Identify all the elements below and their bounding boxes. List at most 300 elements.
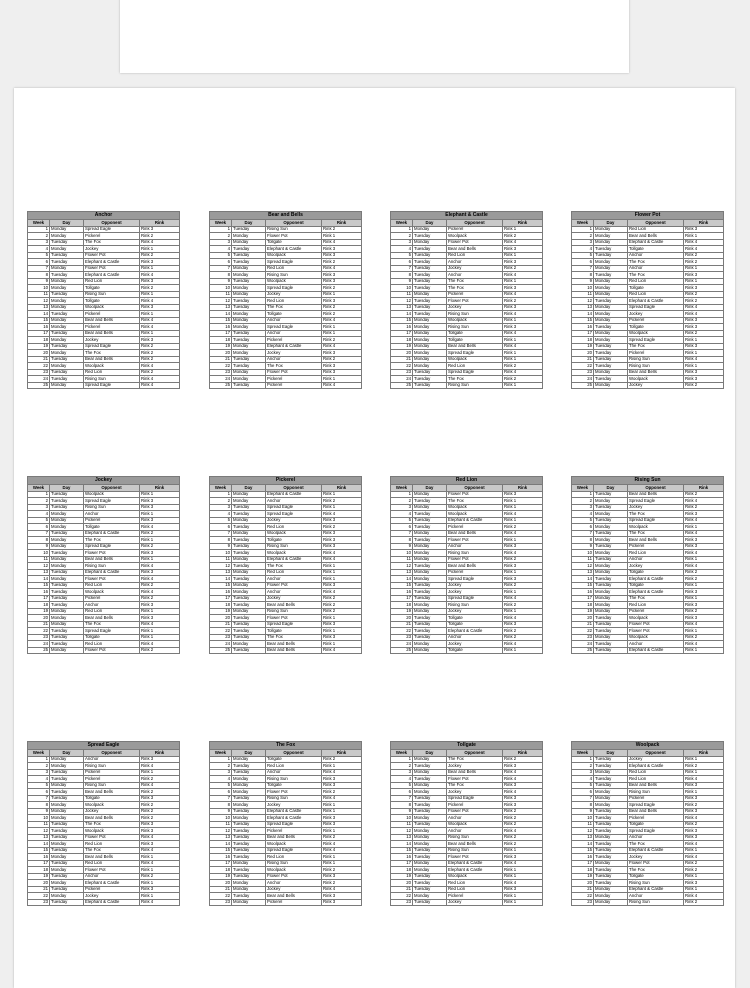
opponent-cell: Bear and Bells: [628, 369, 684, 376]
rink-cell: Rink 1: [322, 860, 362, 867]
day-cell: Tuesday: [413, 776, 447, 783]
opponent-cell: The Fox: [84, 537, 140, 544]
day-cell: Monday: [50, 298, 84, 305]
column-header-week: Week: [28, 220, 50, 227]
week-cell: 17: [210, 595, 232, 602]
rink-cell: Rink 2: [322, 356, 362, 363]
rink-cell: Rink 3: [322, 537, 362, 544]
rink-cell: Rink 2: [503, 841, 543, 848]
week-cell: 7: [391, 795, 413, 802]
rink-cell: Rink 1: [322, 324, 362, 331]
week-cell: 7: [28, 530, 50, 537]
rink-cell: Rink 2: [684, 867, 724, 874]
rink-cell: Rink 4: [140, 576, 180, 583]
opponent-cell: Red Lion: [266, 763, 322, 770]
week-cell: 16: [572, 324, 594, 331]
day-cell: Tuesday: [413, 278, 447, 285]
day-cell: Tuesday: [413, 615, 447, 622]
week-cell: 11: [391, 556, 413, 563]
rink-cell: Rink 2: [322, 337, 362, 344]
opponent-cell: Rising Sun: [84, 763, 140, 770]
week-cell: 9: [572, 278, 594, 285]
day-cell: Tuesday: [594, 272, 628, 279]
rink-cell: Rink 3: [684, 376, 724, 383]
column-header-rink: Rink: [684, 485, 724, 492]
rink-cell: Rink 3: [684, 511, 724, 518]
rink-cell: Rink 3: [322, 582, 362, 589]
week-cell: 8: [572, 802, 594, 809]
day-cell: Monday: [594, 278, 628, 285]
rink-cell: Rink 2: [322, 602, 362, 609]
week-cell: 21: [28, 886, 50, 893]
opponent-cell: The Fox: [447, 278, 503, 285]
week-cell: 24: [210, 641, 232, 648]
week-cell: 10: [210, 815, 232, 822]
week-cell: 11: [28, 821, 50, 828]
day-cell: Tuesday: [413, 304, 447, 311]
rink-cell: Rink 4: [140, 782, 180, 789]
opponent-cell: Pickerel: [628, 317, 684, 324]
opponent-cell: Woolpack: [84, 802, 140, 809]
rink-cell: Rink 1: [684, 886, 724, 893]
week-cell: 12: [391, 563, 413, 570]
rink-cell: Rink 3: [322, 278, 362, 285]
opponent-cell: The Fox: [628, 841, 684, 848]
team-schedule-table: [390, 476, 543, 654]
day-cell: Monday: [594, 239, 628, 246]
rink-cell: Rink 1: [503, 608, 543, 615]
column-header-rink: Rink: [322, 220, 362, 227]
day-cell: Monday: [50, 893, 84, 900]
opponent-cell: Elephant & Castle: [447, 860, 503, 867]
day-cell: Monday: [232, 239, 266, 246]
day-cell: Tuesday: [232, 226, 266, 233]
rink-cell: Rink 2: [140, 252, 180, 259]
week-cell: 25: [210, 647, 232, 654]
day-cell: Monday: [232, 530, 266, 537]
week-cell: 16: [210, 324, 232, 331]
team-schedule-table: [27, 476, 180, 654]
week-cell: 15: [210, 582, 232, 589]
week-cell: 19: [28, 343, 50, 350]
opponent-cell: Pickerel: [447, 893, 503, 900]
opponent-cell: Spread Eagle: [84, 498, 140, 505]
opponent-cell: Rising Sun: [628, 899, 684, 906]
opponent-cell: Tollgate: [266, 628, 322, 635]
week-cell: 13: [28, 569, 50, 576]
opponent-cell: Jockey: [266, 291, 322, 298]
week-cell: 11: [391, 821, 413, 828]
rink-cell: Rink 4: [140, 641, 180, 648]
week-cell: 3: [572, 239, 594, 246]
day-cell: Monday: [50, 802, 84, 809]
week-cell: 1: [28, 756, 50, 763]
week-cell: 8: [391, 537, 413, 544]
rink-cell: Rink 2: [322, 834, 362, 841]
rink-cell: Rink 1: [140, 311, 180, 318]
week-cell: 4: [210, 246, 232, 253]
week-cell: 12: [572, 298, 594, 305]
week-cell: 21: [28, 621, 50, 628]
rink-cell: Rink 4: [140, 382, 180, 389]
team-schedule-table: [571, 741, 724, 906]
week-cell: 8: [210, 802, 232, 809]
week-cell: 14: [572, 576, 594, 583]
day-cell: Monday: [50, 350, 84, 357]
week-cell: 13: [391, 569, 413, 576]
opponent-cell: Flower Pot: [266, 582, 322, 589]
opponent-cell: Elephant & Castle: [628, 298, 684, 305]
rink-cell: Rink 2: [322, 756, 362, 763]
opponent-cell: The Fox: [447, 285, 503, 292]
opponent-cell: Bear and Bells: [84, 356, 140, 363]
rink-cell: Rink 4: [684, 841, 724, 848]
opponent-cell: Pickerel: [447, 291, 503, 298]
opponent-cell: Pickerel: [266, 382, 322, 389]
day-cell: Tuesday: [413, 517, 447, 524]
day-cell: Monday: [413, 363, 447, 370]
opponent-cell: Tollgate: [447, 337, 503, 344]
week-cell: 22: [391, 893, 413, 900]
opponent-cell: Red Lion: [628, 550, 684, 557]
rink-cell: Rink 3: [322, 363, 362, 370]
day-cell: Tuesday: [594, 363, 628, 370]
week-cell: 2: [210, 498, 232, 505]
week-cell: 21: [572, 356, 594, 363]
rink-cell: Rink 1: [503, 847, 543, 854]
rink-cell: Rink 2: [503, 298, 543, 305]
rink-cell: Rink 2: [140, 285, 180, 292]
opponent-cell: Woolpack: [266, 867, 322, 874]
table-row: [210, 647, 362, 654]
day-cell: Monday: [50, 782, 84, 789]
column-header-opponent: Opponent: [84, 485, 140, 492]
rink-cell: Rink 4: [503, 769, 543, 776]
opponent-cell: Anchor: [266, 317, 322, 324]
opponent-cell: Flower Pot: [628, 628, 684, 635]
week-cell: 7: [572, 795, 594, 802]
rink-cell: Rink 4: [503, 330, 543, 337]
week-cell: 17: [572, 860, 594, 867]
team-name: Spread Eagle: [28, 742, 180, 750]
week-cell: 19: [210, 608, 232, 615]
week-cell: 20: [210, 350, 232, 357]
week-cell: 17: [572, 595, 594, 602]
opponent-cell: Pickerel: [628, 608, 684, 615]
week-cell: 3: [391, 239, 413, 246]
week-cell: 11: [572, 291, 594, 298]
rink-cell: Rink 3: [322, 873, 362, 880]
day-cell: Tuesday: [413, 582, 447, 589]
rink-cell: Rink 2: [322, 867, 362, 874]
rink-cell: Rink 2: [684, 576, 724, 583]
rink-cell: Rink 3: [140, 304, 180, 311]
table-row: [391, 899, 543, 906]
rink-cell: Rink 1: [322, 576, 362, 583]
day-cell: Monday: [50, 537, 84, 544]
day-cell: Tuesday: [50, 795, 84, 802]
week-cell: 10: [572, 550, 594, 557]
day-cell: Monday: [413, 834, 447, 841]
opponent-cell: Spread Eagle: [84, 382, 140, 389]
opponent-cell: Rising Sun: [84, 563, 140, 570]
day-cell: Monday: [232, 498, 266, 505]
rink-cell: Rink 3: [322, 517, 362, 524]
column-header-day: Day: [50, 485, 84, 492]
day-cell: Tuesday: [594, 298, 628, 305]
week-cell: 19: [391, 608, 413, 615]
day-cell: Tuesday: [232, 550, 266, 557]
rink-cell: Rink 1: [140, 769, 180, 776]
day-cell: Monday: [413, 893, 447, 900]
opponent-cell: Jockey: [447, 641, 503, 648]
opponent-cell: Flower Pot: [266, 233, 322, 240]
column-header-rink: Rink: [684, 220, 724, 227]
day-cell: Tuesday: [413, 802, 447, 809]
day-cell: Tuesday: [232, 511, 266, 518]
day-cell: Tuesday: [50, 369, 84, 376]
week-cell: 6: [210, 524, 232, 531]
week-cell: 16: [391, 324, 413, 331]
day-cell: Monday: [594, 789, 628, 796]
opponent-cell: Pickerel: [628, 795, 684, 802]
day-cell: Tuesday: [232, 252, 266, 259]
day-cell: Monday: [232, 556, 266, 563]
rink-cell: Rink 2: [322, 595, 362, 602]
rink-cell: Rink 3: [684, 880, 724, 887]
opponent-cell: Woolpack: [266, 252, 322, 259]
week-cell: 24: [572, 641, 594, 648]
opponent-cell: Anchor: [266, 498, 322, 505]
week-cell: 9: [28, 808, 50, 815]
opponent-cell: The Fox: [628, 343, 684, 350]
column-header-week: Week: [572, 220, 594, 227]
week-cell: 19: [391, 343, 413, 350]
opponent-cell: Flower Pot: [447, 556, 503, 563]
day-cell: Tuesday: [232, 330, 266, 337]
opponent-cell: Elephant & Castle: [266, 556, 322, 563]
day-cell: Tuesday: [232, 363, 266, 370]
rink-cell: Rink 3: [503, 886, 543, 893]
week-cell: 6: [391, 789, 413, 796]
rink-cell: Rink 3: [684, 834, 724, 841]
opponent-cell: Bear and Bells: [84, 854, 140, 861]
opponent-cell: Flower Pot: [84, 550, 140, 557]
rink-cell: Rink 4: [140, 239, 180, 246]
opponent-cell: Red Lion: [447, 880, 503, 887]
team-schedule-table: [209, 211, 362, 389]
day-cell: Tuesday: [594, 641, 628, 648]
day-cell: Monday: [232, 343, 266, 350]
day-cell: Monday: [594, 498, 628, 505]
week-cell: 7: [28, 265, 50, 272]
week-cell: 12: [210, 828, 232, 835]
day-cell: Monday: [413, 491, 447, 498]
day-cell: Monday: [594, 595, 628, 602]
day-cell: Tuesday: [413, 259, 447, 266]
rink-cell: Rink 2: [503, 363, 543, 370]
day-cell: Tuesday: [232, 621, 266, 628]
rink-cell: Rink 1: [322, 828, 362, 835]
rink-cell: Rink 2: [684, 491, 724, 498]
day-cell: Monday: [594, 860, 628, 867]
week-cell: 15: [210, 317, 232, 324]
week-cell: 5: [391, 782, 413, 789]
team-name: Jockey: [28, 477, 180, 485]
day-cell: Monday: [594, 291, 628, 298]
rink-cell: Rink 3: [140, 550, 180, 557]
day-cell: Tuesday: [232, 504, 266, 511]
opponent-cell: Rising Sun: [628, 356, 684, 363]
opponent-cell: Rising Sun: [447, 311, 503, 318]
rink-cell: Rink 2: [322, 285, 362, 292]
day-cell: Monday: [50, 317, 84, 324]
day-cell: Monday: [594, 311, 628, 318]
opponent-cell: Elephant & Castle: [628, 886, 684, 893]
day-cell: Tuesday: [50, 821, 84, 828]
day-cell: Tuesday: [50, 776, 84, 783]
rink-cell: Rink 1: [684, 789, 724, 796]
rink-cell: Rink 4: [322, 511, 362, 518]
week-cell: 21: [210, 886, 232, 893]
opponent-cell: Flower Pot: [628, 621, 684, 628]
table-row: [28, 647, 180, 654]
day-cell: Monday: [50, 278, 84, 285]
rink-cell: Rink 3: [322, 776, 362, 783]
opponent-cell: The Fox: [84, 847, 140, 854]
rink-cell: Rink 4: [684, 621, 724, 628]
opponent-cell: Elephant & Castle: [84, 899, 140, 906]
rink-cell: Rink 1: [322, 233, 362, 240]
opponent-cell: Bear and Bells: [447, 769, 503, 776]
opponent-cell: Flower Pot: [266, 369, 322, 376]
opponent-cell: Red Lion: [628, 776, 684, 783]
opponent-cell: Pickerel: [628, 350, 684, 357]
rink-cell: Rink 2: [140, 369, 180, 376]
day-cell: Tuesday: [50, 252, 84, 259]
week-cell: 15: [28, 582, 50, 589]
day-cell: Monday: [594, 259, 628, 266]
day-cell: Tuesday: [50, 343, 84, 350]
column-header-opponent: Opponent: [84, 220, 140, 227]
opponent-cell: Rising Sun: [84, 291, 140, 298]
opponent-cell: Pickerel: [84, 233, 140, 240]
rink-cell: Rink 1: [684, 350, 724, 357]
rink-cell: Rink 3: [503, 782, 543, 789]
week-cell: 25: [572, 647, 594, 654]
opponent-cell: Woolpack: [628, 330, 684, 337]
week-cell: 23: [572, 899, 594, 906]
day-cell: Tuesday: [413, 899, 447, 906]
opponent-cell: Jockey: [84, 893, 140, 900]
day-cell: Tuesday: [232, 278, 266, 285]
day-cell: Monday: [50, 556, 84, 563]
week-cell: 5: [572, 252, 594, 259]
week-cell: 9: [28, 543, 50, 550]
week-cell: 17: [391, 330, 413, 337]
week-cell: 16: [391, 854, 413, 861]
day-cell: Monday: [413, 576, 447, 583]
week-cell: 15: [572, 317, 594, 324]
day-cell: Tuesday: [413, 246, 447, 253]
opponent-cell: Rising Sun: [447, 834, 503, 841]
day-cell: Monday: [232, 641, 266, 648]
week-cell: 8: [572, 537, 594, 544]
day-cell: Tuesday: [594, 873, 628, 880]
week-cell: 6: [572, 524, 594, 531]
week-cell: 18: [572, 602, 594, 609]
opponent-cell: Woolpack: [447, 821, 503, 828]
opponent-cell: Flower Pot: [447, 239, 503, 246]
day-cell: Monday: [232, 350, 266, 357]
rink-cell: Rink 2: [503, 756, 543, 763]
opponent-cell: Jockey: [628, 563, 684, 570]
week-cell: 7: [391, 265, 413, 272]
rink-cell: Rink 3: [684, 324, 724, 331]
week-cell: 2: [572, 498, 594, 505]
week-cell: 18: [28, 337, 50, 344]
column-header-week: Week: [572, 485, 594, 492]
day-cell: Tuesday: [232, 298, 266, 305]
rink-cell: Rink 2: [322, 498, 362, 505]
rink-cell: Rink 1: [140, 634, 180, 641]
week-cell: 10: [210, 285, 232, 292]
week-cell: 16: [572, 589, 594, 596]
opponent-cell: Spread Eagle: [266, 285, 322, 292]
day-cell: Monday: [232, 285, 266, 292]
rink-cell: Rink 3: [684, 343, 724, 350]
day-cell: Tuesday: [232, 356, 266, 363]
rink-cell: Rink 2: [684, 252, 724, 259]
opponent-cell: Jockey: [447, 608, 503, 615]
opponent-cell: Anchor: [84, 602, 140, 609]
rink-cell: Rink 4: [322, 647, 362, 654]
week-cell: 13: [572, 569, 594, 576]
week-cell: 13: [572, 834, 594, 841]
opponent-cell: Woolpack: [447, 317, 503, 324]
opponent-cell: Pickerel: [447, 569, 503, 576]
column-header-week: Week: [572, 750, 594, 757]
opponent-cell: Flower Pot: [84, 265, 140, 272]
week-cell: 13: [391, 834, 413, 841]
rink-cell: Rink 4: [503, 860, 543, 867]
column-header-rink: Rink: [140, 750, 180, 757]
rink-cell: Rink 3: [684, 828, 724, 835]
rink-cell: Rink 4: [140, 324, 180, 331]
week-cell: 8: [572, 272, 594, 279]
day-cell: Tuesday: [594, 841, 628, 848]
opponent-cell: Anchor: [628, 893, 684, 900]
rink-cell: Rink 4: [322, 841, 362, 848]
day-cell: Tuesday: [594, 576, 628, 583]
week-cell: 4: [210, 511, 232, 518]
rink-cell: Rink 2: [140, 350, 180, 357]
column-header-week: Week: [210, 220, 232, 227]
week-cell: 23: [391, 634, 413, 641]
opponent-cell: Red Lion: [266, 854, 322, 861]
week-cell: 20: [210, 880, 232, 887]
rink-cell: Rink 4: [684, 776, 724, 783]
week-cell: 10: [28, 285, 50, 292]
column-header-day: Day: [232, 750, 266, 757]
opponent-cell: Tollgate: [628, 873, 684, 880]
rink-cell: Rink 4: [140, 524, 180, 531]
rink-cell: Rink 2: [684, 634, 724, 641]
opponent-cell: Flower Pot: [447, 298, 503, 305]
opponent-cell: Red Lion: [84, 369, 140, 376]
week-cell: 23: [572, 634, 594, 641]
table-row: [391, 382, 543, 389]
